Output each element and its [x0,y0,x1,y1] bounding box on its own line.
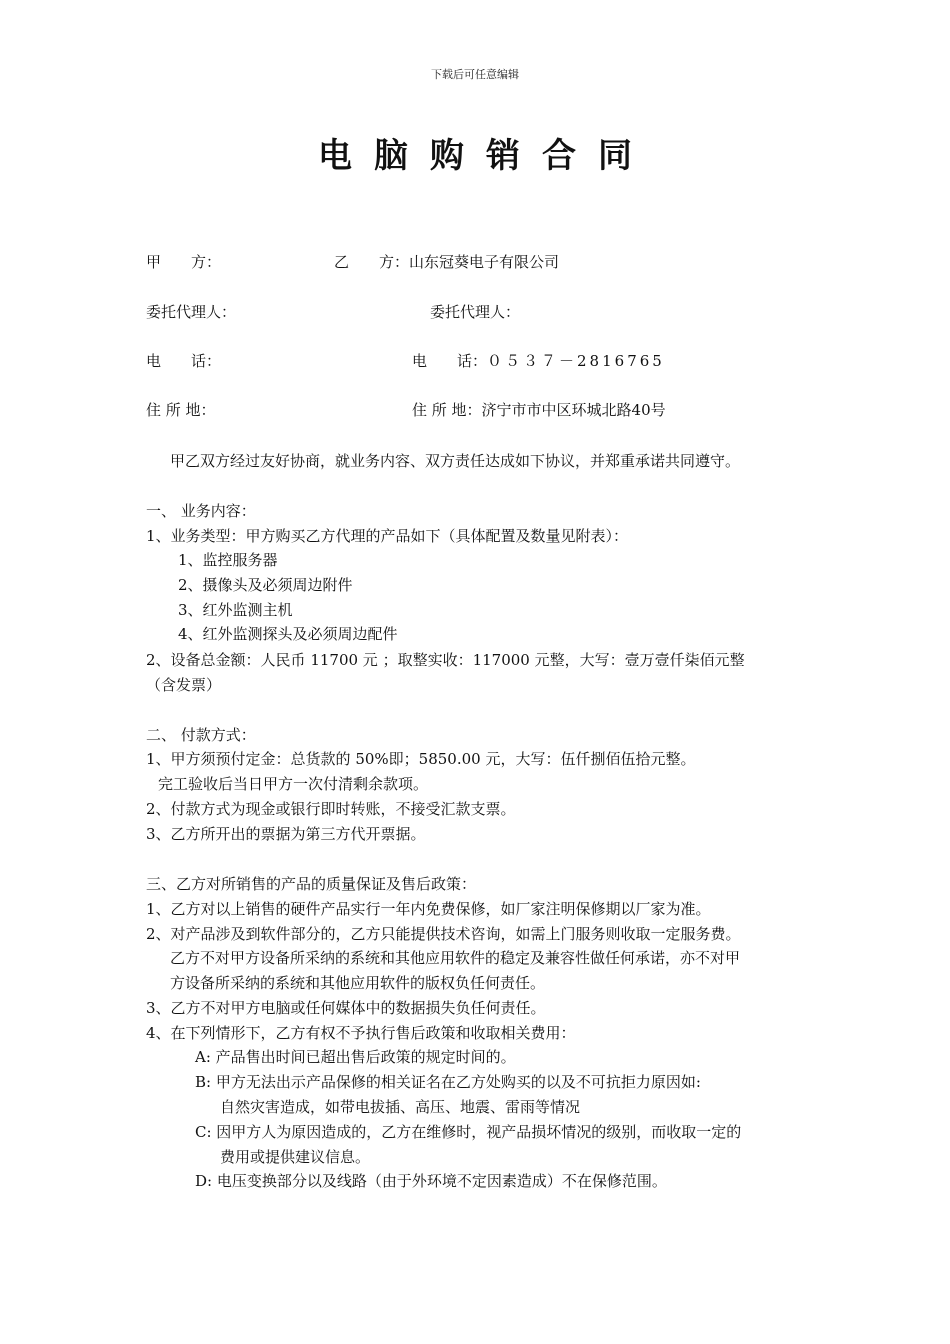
phone-a-label: 电 话： [146,352,222,370]
party-b-value: 山东冠葵电子有限公司 [409,253,560,271]
section1-sub4: 4、红外监测探头及必须周边配件 [178,625,398,643]
header-note: 下载后可任意编辑 [431,68,519,81]
agent-a-label: 委托代理人： [146,303,237,321]
intro-paragraph: 甲乙双方经过友好协商，就业务内容、双方责任达成如下协议，并郑重承诺共同遵守。 [170,452,741,470]
section1-item1: 1、业务类型：甲方购买乙方代理的产品如下（具体配置及数量见附表）： [146,527,629,545]
section3-item1: 1、乙方对以上销售的硬件产品实行一年内免费保修，如厂家注明保修期以厂家为准。 [146,900,711,918]
phone-b-label: 电 话： [412,352,488,370]
section3-clause-d: D: 电压变换部分以及线路（由于外环境不定因素造成）不在保修范围。 [195,1172,667,1190]
agent-b-label: 委托代理人： [430,303,521,321]
section3-clause-c-cont: 费用或提供建议信息。 [220,1148,371,1166]
section3-item2: 2、对产品涉及到软件部分的，乙方只能提供技术咨询，如需上门服务则收取一定服务费。 [146,925,741,943]
section1-sub3: 3、红外监测主机 [178,601,293,619]
section3-clause-a: A: 产品售出时间已超出售后政策的规定时间的。 [195,1048,516,1066]
section2-heading: 二、 付款方式： [146,726,256,744]
address-b-label: 住 所 地： [412,401,482,419]
section3-item4: 4、在下列情形下，乙方有权不予执行售后政策和收取相关费用： [146,1024,576,1042]
phone-b-line [412,351,665,371]
section2-item3: 3、乙方所开出的票据为第三方代开票据。 [146,825,426,843]
party-b-line [334,252,559,272]
section3-clause-b-cont: 自然灾害造成，如带电拔插、高压、地震、雷雨等情况 [220,1098,581,1116]
section2-item2: 2、付款方式为现金或银行即时转账，不接受汇款支票。 [146,800,516,818]
section1-item2: 2、设备总金额：人民币 11700 元 ；取整实收：117000 元整，大写：壹万壹仟柒佰元整 [146,651,745,669]
section3-clause-b: B: 甲方无法出示产品保修的相关证名在乙方处购买的以及不可抗拒力原因如: [195,1073,701,1091]
section1-item2-cont: （含发票） [146,676,222,694]
section1-heading: 一、 业务内容： [146,502,256,520]
address-b-value: 济宁市市中区环城北路40号 [481,401,666,419]
party-a-label: 甲 方： [146,253,222,271]
section3-item2-cont1: 乙方不对甲方设备所采纳的系统和其他应用软件的稳定及兼容性做任何承诺，亦不对甲 [170,949,741,967]
section2-item1: 1、甲方须预付定金：总货款的 50%即；5850.00 元，大写：伍仟捌佰伍拾元整。 [146,750,696,768]
phone-b-value: ０５３７－2816765 [487,352,665,370]
section1-sub2: 2、摄像头及必须周边附件 [178,576,353,594]
address-a-label: 住 所 地： [146,401,216,419]
address-b-line [412,400,666,420]
section3-item3: 3、乙方不对甲方电脑或任何媒体中的数据损失负任何责任。 [146,999,546,1017]
section3-item2-cont2: 方设备所采纳的系统和其他应用软件的版权负任何责任。 [170,974,546,992]
document-title: 电脑购销合同 [318,136,654,176]
section2-item1-cont: 完工验收后当日甲方一次付清剩余款项。 [158,775,429,793]
section3-heading: 三、乙方对所销售的产品的质量保证及售后政策： [146,875,477,893]
party-b-label: 乙 方： [334,253,410,271]
section1-sub1: 1、监控服务器 [178,551,278,569]
section3-clause-c: C: 因甲方人为原因造成的，乙方在维修时，视产品损坏情况的级别，而收取一定的 [195,1123,742,1141]
